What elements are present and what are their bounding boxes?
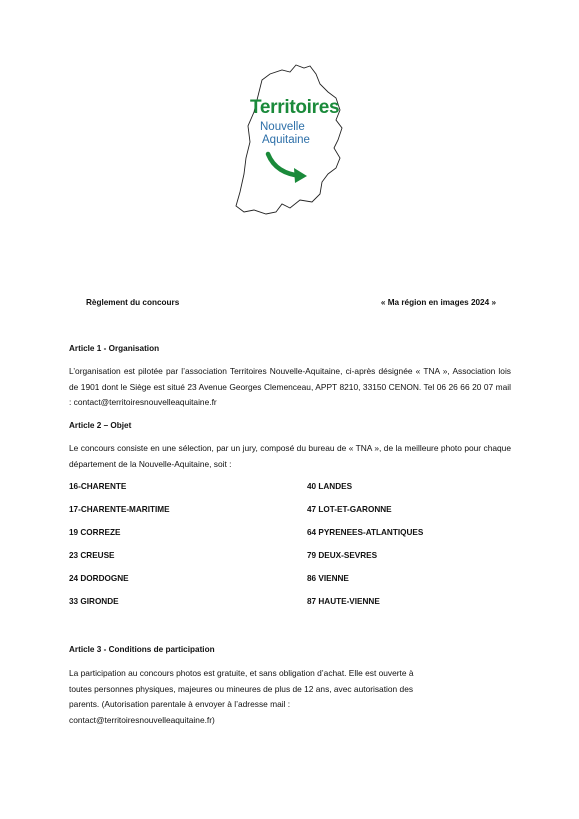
department-item: 24 DORDOGNE — [69, 574, 129, 583]
header-left: Règlement du concours — [86, 298, 180, 307]
logo-subtitle-line1: Nouvelle — [260, 121, 305, 133]
department-item: 16-CHARENTE — [69, 482, 127, 491]
department-item: 23 CREUSE — [69, 551, 115, 560]
territoires-logo — [232, 62, 347, 220]
article3-line: parents. (Autorisation parentale à envoyer à l’adresse mail : — [69, 699, 291, 709]
header-right: « Ma région en images 2024 » — [380, 298, 496, 307]
article2-text — [69, 441, 511, 472]
article3-title: Article 3 - Conditions de participation — [69, 645, 215, 654]
article1-text — [69, 364, 511, 411]
logo-subtitle-line2: Aquitaine — [262, 134, 310, 146]
department-item: 33 GIRONDE — [69, 597, 119, 606]
department-item: 86 VIENNE — [307, 574, 349, 583]
department-item: 47 LOT-ET-GARONNE — [307, 505, 392, 514]
article3-text — [69, 666, 511, 728]
logo-title: Territoires — [250, 97, 340, 118]
department-item: 17-CHARENTE-MARITIME — [69, 505, 170, 514]
department-item: 87 HAUTE-VIENNE — [307, 597, 380, 606]
article3-line: toutes personnes physiques, majeures ou mineures de plus de 12 ans, avec autorisation des — [69, 683, 414, 694]
article2-title: Article 2 – Objet — [69, 421, 132, 430]
article3-line: contact@territoiresnouvelleaquitaine.fr) — [69, 714, 215, 725]
department-item: 64 PYRENEES-ATLANTIQUES — [307, 528, 424, 537]
department-item: 79 DEUX-SEVRES — [307, 551, 378, 560]
article1-title: Article 1 - Organisation — [69, 344, 160, 353]
article3-line: La participation au concours photos est gratuite, et sans obligation d’achat. Elle est ouverte à — [69, 668, 414, 678]
department-item: 40 LANDES — [307, 482, 353, 491]
article2-paragraph: Le concours consiste en une sélection, par un jury, composé du bureau de « TNA », de la meilleure photo pour chaque département de la Nouvelle-Aquitaine, soit : — [69, 443, 511, 469]
department-item: 19 CORREZE — [69, 528, 121, 537]
article1-paragraph: L’organisation est pilotée par l’association Territoires Nouvelle-Aquitaine, ci-après désignée « TNA », Association lois de 1901 dont le Siège est situé 23 Avenue Georges Clemenceau, APPT 8210, 33150 CENON. Tel 06 26 66 20 07 mail : contact@territoiresnouvelleaquitaine.fr — [69, 366, 511, 407]
